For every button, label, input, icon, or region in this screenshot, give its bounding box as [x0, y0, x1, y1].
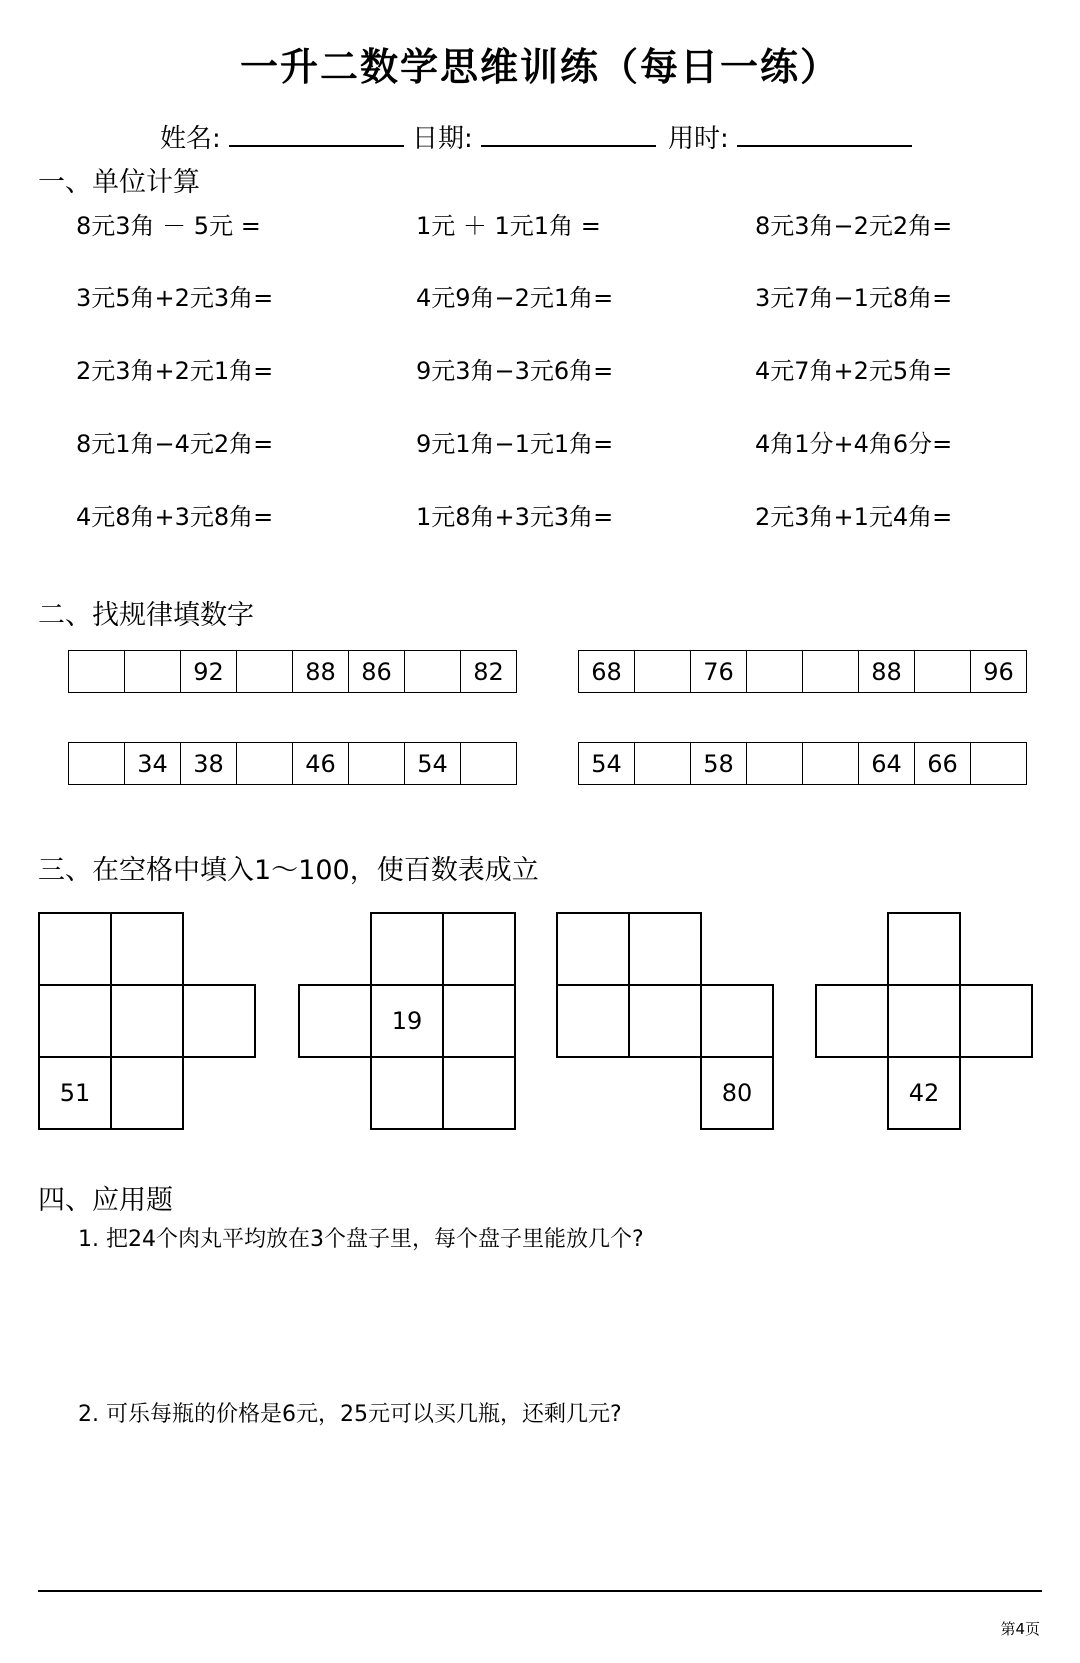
sequence-row-3: [68, 742, 517, 785]
calc-problem: 2元3角+2元1角=: [76, 357, 274, 385]
blank-cell[interactable]: [700, 984, 774, 1058]
calc-problem: 3元5角+2元3角=: [76, 284, 274, 312]
sequence-cell[interactable]: [405, 651, 461, 693]
calc-problem: 8元3角−2元2角=: [755, 212, 953, 240]
sequence-row-1: [68, 650, 517, 693]
section3-heading: 三、在空格中填入1～100，使百数表成立: [38, 855, 539, 886]
calc-problem: 2元3角+1元4角=: [755, 503, 953, 531]
blank-cell[interactable]: [182, 984, 256, 1058]
blank-cell[interactable]: [110, 1056, 184, 1130]
sequence-cell[interactable]: [237, 743, 293, 785]
sequence-cell: 88: [859, 651, 915, 693]
blank-cell[interactable]: [442, 912, 516, 986]
blank-cell[interactable]: [556, 984, 630, 1058]
name-blank[interactable]: [229, 121, 404, 147]
given-number-cell: 51: [38, 1056, 112, 1130]
word-problem-1: 1. 把24个肉丸平均放在3个盘子里，每个盘子里能放几个?: [78, 1227, 644, 1252]
calc-problem: 4元9角−2元1角=: [416, 284, 614, 312]
blank-cell[interactable]: [628, 984, 702, 1058]
blank-cell[interactable]: [815, 984, 889, 1058]
sequence-cell: 58: [691, 743, 747, 785]
given-number-cell: 19: [370, 984, 444, 1058]
blank-cell[interactable]: [442, 1056, 516, 1130]
sequence-cell: 88: [293, 651, 349, 693]
blank-cell[interactable]: [959, 984, 1033, 1058]
sequence-cell[interactable]: [237, 651, 293, 693]
sequence-cell[interactable]: [747, 743, 803, 785]
sequence-cell: 64: [859, 743, 915, 785]
blank-cell[interactable]: [110, 912, 184, 986]
calc-problem: 9元3角−3元6角=: [416, 357, 614, 385]
sequence-cell: 68: [579, 651, 635, 693]
time-label: 用时:: [668, 124, 729, 154]
page-number: 第4页: [1000, 1620, 1040, 1638]
calc-problem: 1元 ＋ 1元1角 =: [416, 212, 601, 240]
blank-cell[interactable]: [887, 912, 961, 986]
sequence-cell: 92: [181, 651, 237, 693]
sequence-cell: 54: [405, 743, 461, 785]
sequence-cell[interactable]: [349, 743, 405, 785]
blank-cell[interactable]: [370, 1056, 444, 1130]
section4-heading: 四、应用题: [38, 1185, 173, 1216]
time-blank[interactable]: [737, 121, 912, 147]
date-label: 日期:: [412, 124, 473, 154]
sequence-cell[interactable]: [971, 743, 1027, 785]
blank-cell[interactable]: [110, 984, 184, 1058]
section1-heading: 一、单位计算: [38, 167, 200, 198]
name-label: 姓名:: [160, 124, 221, 154]
time-field: [668, 118, 912, 155]
sequence-cell: 54: [579, 743, 635, 785]
sequence-cell: 46: [293, 743, 349, 785]
sequence-cell: 76: [691, 651, 747, 693]
blank-cell[interactable]: [628, 912, 702, 986]
sequence-cell: 66: [915, 743, 971, 785]
calc-problem: 4元7角+2元5角=: [755, 357, 953, 385]
sequence-cell[interactable]: [803, 743, 859, 785]
blank-cell[interactable]: [442, 984, 516, 1058]
section2-heading: 二、找规律填数字: [38, 600, 254, 631]
calc-problem: 8元1角−4元2角=: [76, 430, 274, 458]
sequence-cell: 86: [349, 651, 405, 693]
date-field: [412, 118, 656, 155]
sequence-cell[interactable]: [461, 743, 517, 785]
word-problem-2: 2. 可乐每瓶的价格是6元，25元可以买几瓶，还剩几元?: [78, 1402, 622, 1427]
blank-cell[interactable]: [298, 984, 372, 1058]
footer-divider: [38, 1590, 1042, 1592]
blank-cell[interactable]: [38, 912, 112, 986]
blank-cell[interactable]: [887, 984, 961, 1058]
calc-problem: 9元1角−1元1角=: [416, 430, 614, 458]
calc-problem: 3元7角−1元8角=: [755, 284, 953, 312]
sequence-cell: 38: [181, 743, 237, 785]
name-field: [160, 118, 404, 155]
sequence-cell[interactable]: [125, 651, 181, 693]
calc-problem: 8元3角 － 5元 =: [76, 212, 261, 240]
blank-cell[interactable]: [370, 912, 444, 986]
calc-problem: 4角1分+4角6分=: [755, 430, 953, 458]
sequence-cell[interactable]: [803, 651, 859, 693]
page-title: 一升二数学思维训练（每日一练）: [239, 45, 840, 89]
sequence-cell: 82: [461, 651, 517, 693]
sequence-cell: 96: [971, 651, 1027, 693]
given-number-cell: 80: [700, 1056, 774, 1130]
date-blank[interactable]: [481, 121, 656, 147]
sequence-row-2: [578, 650, 1027, 693]
sequence-cell[interactable]: [635, 651, 691, 693]
sequence-row-4: [578, 742, 1027, 785]
sequence-cell[interactable]: [747, 651, 803, 693]
calc-problem: 1元8角+3元3角=: [416, 503, 614, 531]
sequence-cell: 34: [125, 743, 181, 785]
calc-problem: 4元8角+3元8角=: [76, 503, 274, 531]
blank-cell[interactable]: [556, 912, 630, 986]
sequence-cell[interactable]: [915, 651, 971, 693]
sequence-cell[interactable]: [69, 651, 125, 693]
given-number-cell: 42: [887, 1056, 961, 1130]
sequence-cell[interactable]: [635, 743, 691, 785]
blank-cell[interactable]: [38, 984, 112, 1058]
sequence-cell[interactable]: [69, 743, 125, 785]
